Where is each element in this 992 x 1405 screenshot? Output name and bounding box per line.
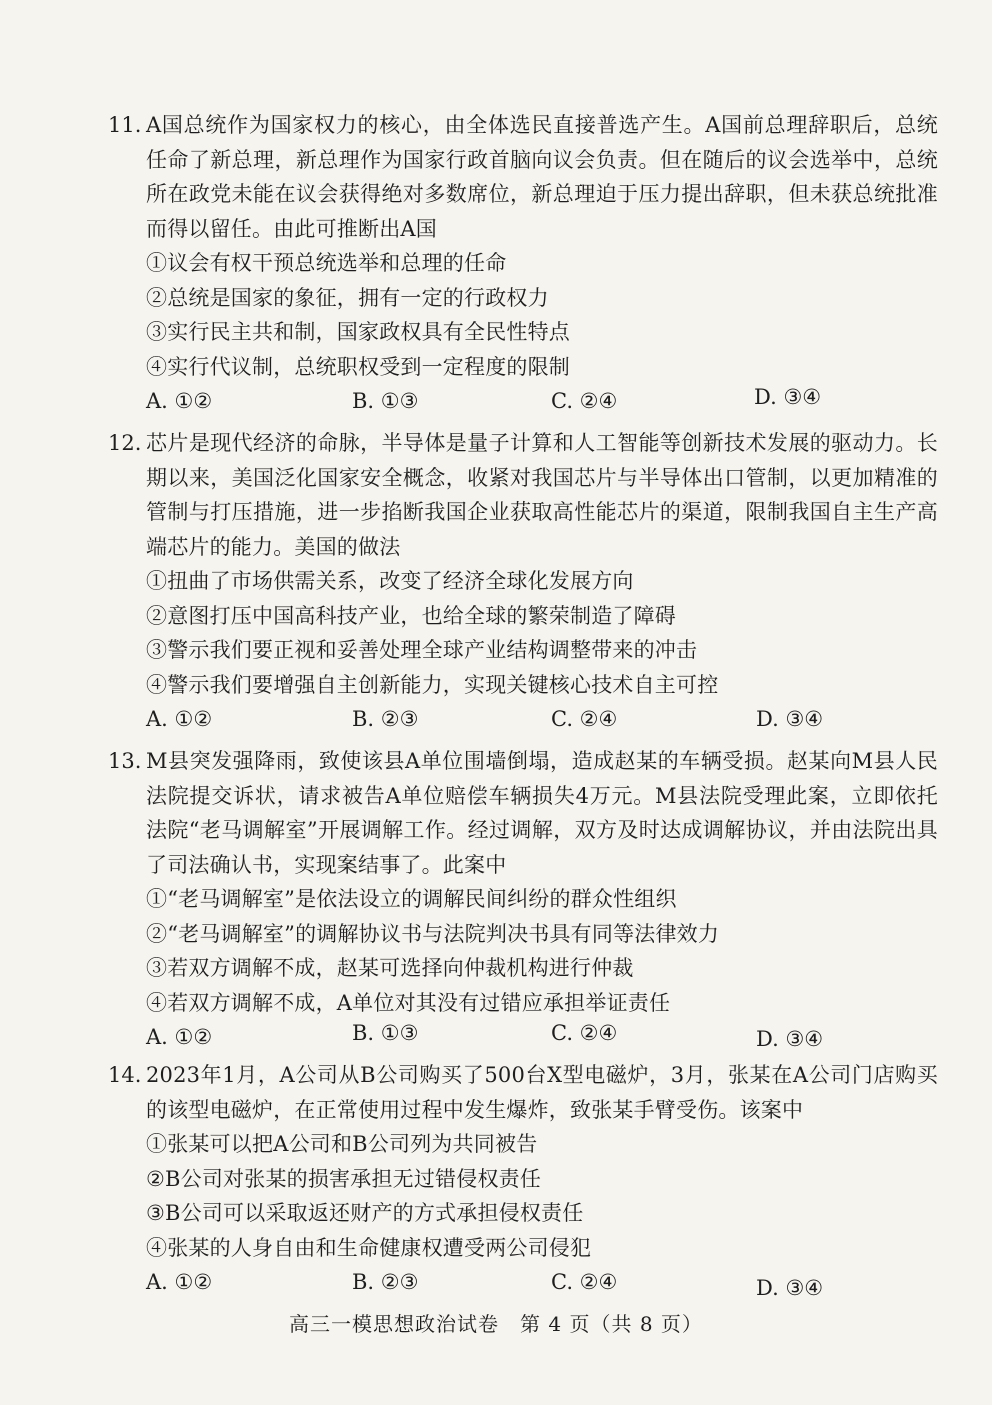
page-footer: 高三一模思想政治试卷 第 4 页（共 8 页） bbox=[289, 1312, 703, 1336]
statement-3: ③B公司可以采取返还财产的方式承担侵权责任 bbox=[146, 1201, 584, 1225]
answer-options bbox=[146, 1265, 938, 1299]
option-d[interactable]: D. ③④ bbox=[756, 1276, 824, 1300]
option-c[interactable]: C. ②④ bbox=[551, 707, 618, 731]
question-stem: M县突发强降雨，致使该县A单位围墙倒塌，造成赵某的车辆受损。赵某向M县人民法院提交诉状，请求被告A单位赔偿车辆损失4万元。M县法院受理此案，立即依托法院“老马调解室”开展调解工作。经过调解，双方及时达成调解协议，并由法院出具了司法确认书，实现案结事了。此案中 bbox=[146, 749, 938, 877]
option-b[interactable]: B. ②③ bbox=[352, 1270, 419, 1294]
statement-3: ③若双方调解不成，赵某可选择向仲裁机构进行仲裁 bbox=[146, 956, 634, 980]
option-c[interactable]: C. ②④ bbox=[551, 1021, 618, 1045]
statement-1: ①扭曲了市场供需关系，改变了经济全球化发展方向 bbox=[146, 569, 634, 593]
question-12 bbox=[108, 426, 938, 736]
question-stem: 2023年1月，A公司从B公司购买了500台X型电磁炉，3月，张某在A公司门店购买的该型电磁炉，在正常使用过程中发生爆炸，致张某手臂受伤。该案中 bbox=[146, 1063, 938, 1122]
option-b[interactable]: B. ②③ bbox=[352, 707, 419, 731]
option-d[interactable]: D. ③④ bbox=[756, 1027, 824, 1051]
option-a[interactable]: A. ①② bbox=[146, 1270, 213, 1294]
question-14 bbox=[108, 1058, 938, 1299]
statement-2: ②总统是国家的象征，拥有一定的行政权力 bbox=[146, 285, 549, 310]
option-b[interactable]: B. ①③ bbox=[352, 1021, 419, 1045]
question-number: 14. bbox=[108, 1063, 142, 1087]
statement-3: ③实行民主共和制，国家政权具有全民性特点 bbox=[146, 320, 570, 344]
statement-1: ①张某可以把A公司和B公司列为共同被告 bbox=[146, 1132, 538, 1156]
question-number: 13. bbox=[108, 749, 142, 773]
option-d[interactable]: D. ③④ bbox=[756, 707, 824, 731]
statement-4: ④实行代议制，总统职权受到一定程度的限制 bbox=[146, 354, 570, 379]
statement-4: ④警示我们要增强自主创新能力，实现关键核心技术自主可控 bbox=[146, 672, 719, 697]
question-number: 11. bbox=[108, 113, 142, 137]
question-13 bbox=[108, 744, 938, 1054]
answer-options bbox=[146, 384, 938, 418]
statement-1: ①“老马调解室”是依法设立的调解民间纠纷的群众性组织 bbox=[146, 887, 677, 911]
answer-options bbox=[146, 1020, 938, 1054]
question-stem: 芯片是现代经济的命脉，半导体是量子计算和人工智能等创新技术发展的驱动力。长期以来，美国泛化国家安全概念，收紧对我国芯片与半导体出口管制，以更加精准的管制与打压措施，进一步掐断我国企业获取高性能芯片的渠道，限制我国自主生产高端芯片的能力。美国的做法 bbox=[146, 431, 938, 559]
option-b[interactable]: B. ①③ bbox=[352, 389, 419, 413]
question-11 bbox=[108, 108, 938, 418]
statement-4: ④若双方调解不成，A单位对其没有过错应承担举证责任 bbox=[146, 990, 671, 1015]
option-a[interactable]: A. ①② bbox=[146, 1025, 213, 1049]
option-a[interactable]: A. ①② bbox=[146, 389, 213, 413]
statement-1: ①议会有权干预总统选举和总理的任命 bbox=[146, 251, 507, 275]
option-a[interactable]: A. ①② bbox=[146, 707, 213, 731]
option-c[interactable]: C. ②④ bbox=[551, 389, 618, 413]
option-d[interactable]: D. ③④ bbox=[754, 385, 822, 409]
statement-4: ④张某的人身自由和生命健康权遭受两公司侵犯 bbox=[146, 1235, 592, 1260]
question-stem: A国总统作为国家权力的核心，由全体选民直接普选产生。A国前总理辞职后，总统任命了新总理，新总理作为国家行政首脑向议会负责。但在随后的议会选举中，总统所在政党未能在议会获得绝对多数席位，新总理迫于压力提出辞职，但未获总统批准而得以留任。由此可推断出A国 bbox=[146, 113, 938, 241]
statement-2: ②意图打压中国高科技产业，也给全球的繁荣制造了障碍 bbox=[146, 603, 676, 628]
question-number: 12. bbox=[108, 431, 142, 455]
statement-3: ③警示我们要正视和妥善处理全球产业结构调整带来的冲击 bbox=[146, 638, 698, 662]
statement-2: ②B公司对张某的损害承担无过错侵权责任 bbox=[146, 1166, 542, 1191]
statement-2: ②“老马调解室”的调解协议书与法院判决书具有同等法律效力 bbox=[146, 921, 720, 946]
answer-options bbox=[146, 702, 938, 736]
option-c[interactable]: C. ②④ bbox=[551, 1270, 618, 1294]
